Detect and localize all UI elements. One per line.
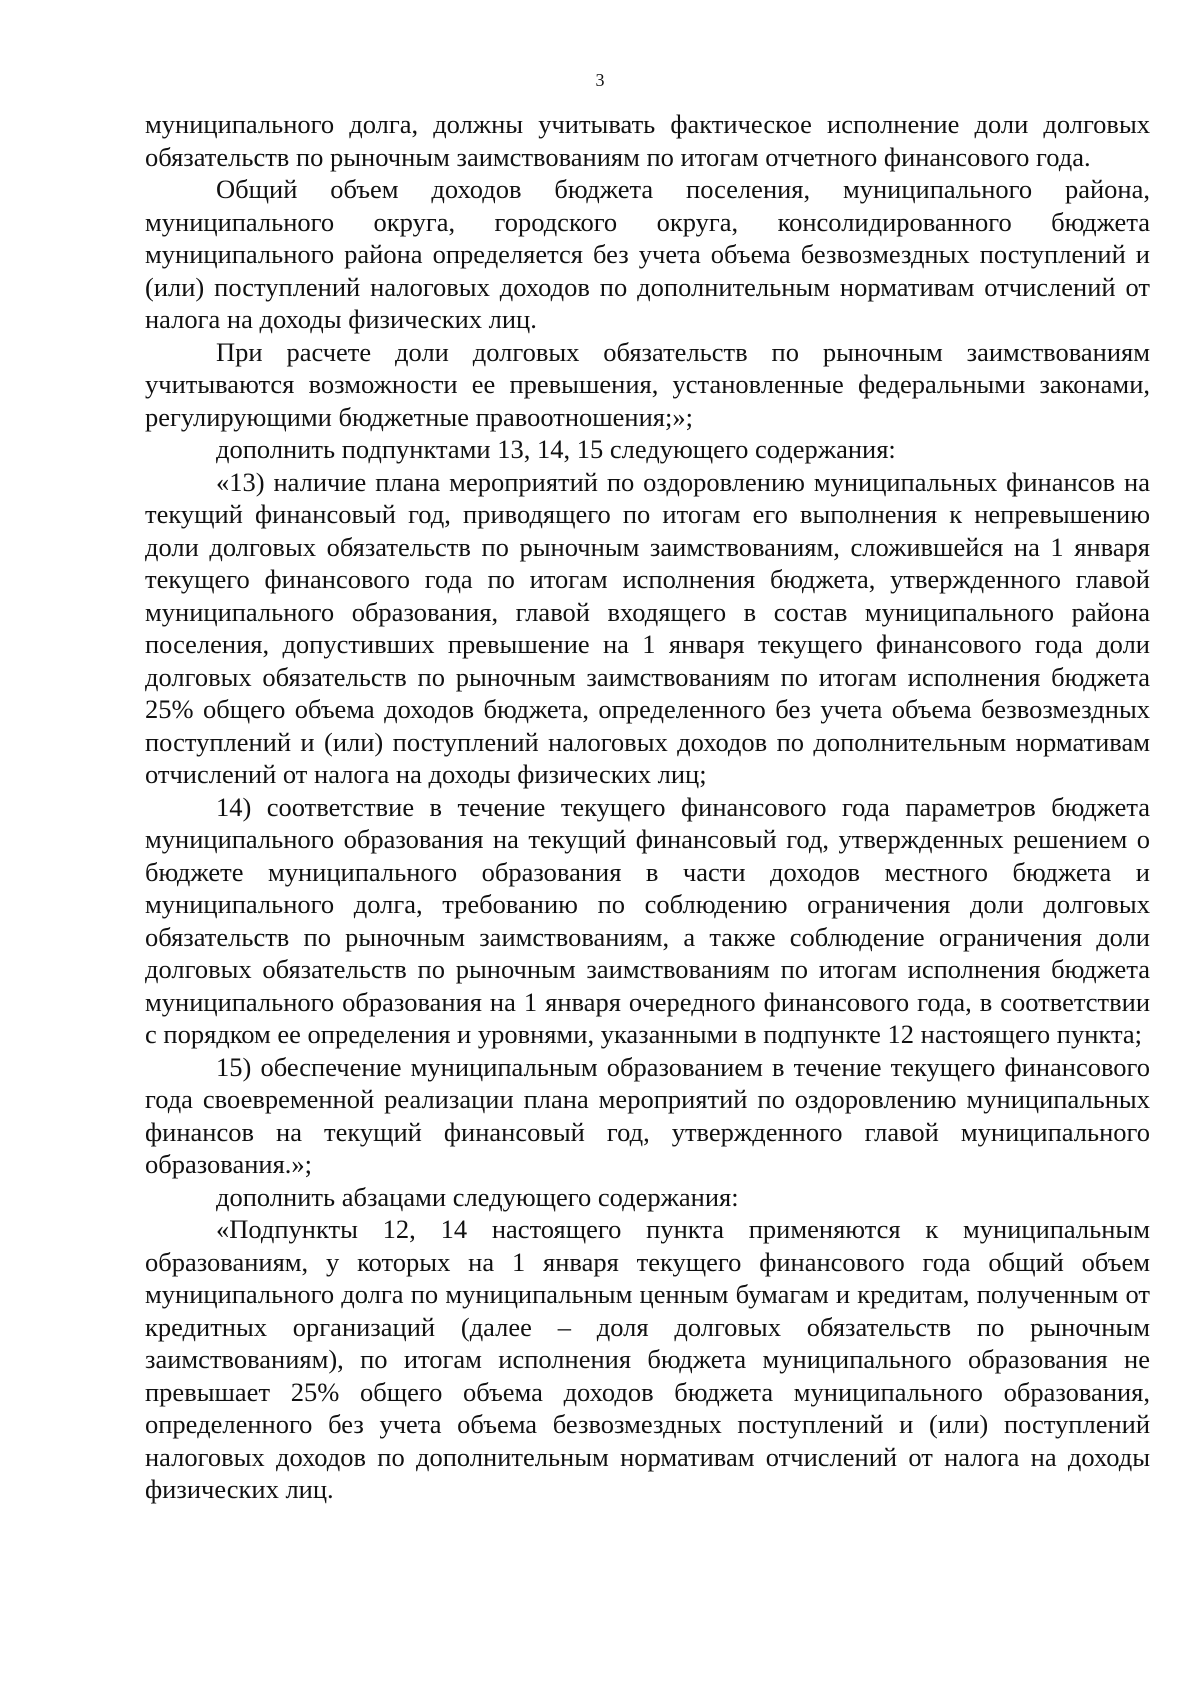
paragraph: дополнить подпунктами 13, 14, 15 следующего содержания: xyxy=(216,434,896,464)
paragraph: Общий объем доходов бюджета поселения, муниципального района, муниципального округа, городского округа, консолидированного бюджета муниципального района определяется без учета объема безвозмездных поступлений и (или) поступлений налоговых доходов по дополнительным нормативам отчислений от налога на доходы физических лиц. xyxy=(145,174,1150,334)
paragraph: 14) соответствие в течение текущего финансового года параметров бюджета муниципального образования на текущий финансовый год, утвержденных решением о бюджете муниципального образования в части доходов местного бюджета и муниципального долга, требованию по соблюдению ограничения доли долговых обязательств по рыночным заимствованиям, а также соблюдение ограничения доли долговых обязательств по рыночным заимствованиям по итогам исполнения бюджета муниципального образования на 1 января очередного финансового года, в соответствии с порядком ее определения и уровнями, указанными в подпункте 12 настоящего пункта; xyxy=(145,791,1150,1049)
paragraph: При расчете доли долговых обязательств по рыночным заимствованиям учитываются возможности ее превышения, установленные федеральными законами, регулирующими бюджетные правоотношения;»; xyxy=(145,336,1150,432)
page-number: 3 xyxy=(595,70,605,90)
paragraph: муниципального долга, должны учитывать фактическое исполнение доли долговых обязательств по рыночным заимствованиям по итогам отчетного финансового года. xyxy=(145,109,1150,172)
paragraph: дополнить абзацами следующего содержания: xyxy=(216,1181,739,1212)
document-body xyxy=(145,108,1150,1506)
paragraph: 15) обеспечение муниципальным образованием в течение текущего финансового года своевременной реализации плана мероприятий по оздоровлению муниципальных финансов на текущий финансовый год, утвержденного главой муниципального образования.»; xyxy=(145,1051,1150,1179)
paragraph: «Подпункты 12, 14 настоящего пункта применяются к муниципальным образованиям, у которых на 1 января текущего финансового года общий объем муниципального долга по муниципальным ценным бумагам и кредитам, полученным от кредитных организаций (далее – доля долговых обязательств по рыночным заимствованиям), по итогам исполнения бюджета муниципального образования не превышает 25% общего объема доходов бюджета муниципального образования, определенного без учета объема безвозмездных поступлений и (или) поступлений налоговых доходов по дополнительным нормативам отчислений от налога на доходы физических лиц. xyxy=(145,1214,1150,1504)
paragraph: «13) наличие плана мероприятий по оздоровлению муниципальных финансов на текущий финансовый год, приводящего по итогам его выполнения к непревышению доли долговых обязательств по рыночным заимствованиям, сложившейся на 1 января текущего финансового года по итогам исполнения бюджета, утвержденного главой муниципального образования, главой входящего в состав муниципального района поселения, допустивших превышение на 1 января текущего финансового года доли долговых обязательств по рыночным заимствованиям по итогам исполнения бюджета 25% общего объема доходов бюджета, определенного без учета объема безвозмездных поступлений и (или) поступлений налоговых доходов по дополнительным нормативам отчислений от налога на доходы физических лиц; xyxy=(145,466,1150,789)
